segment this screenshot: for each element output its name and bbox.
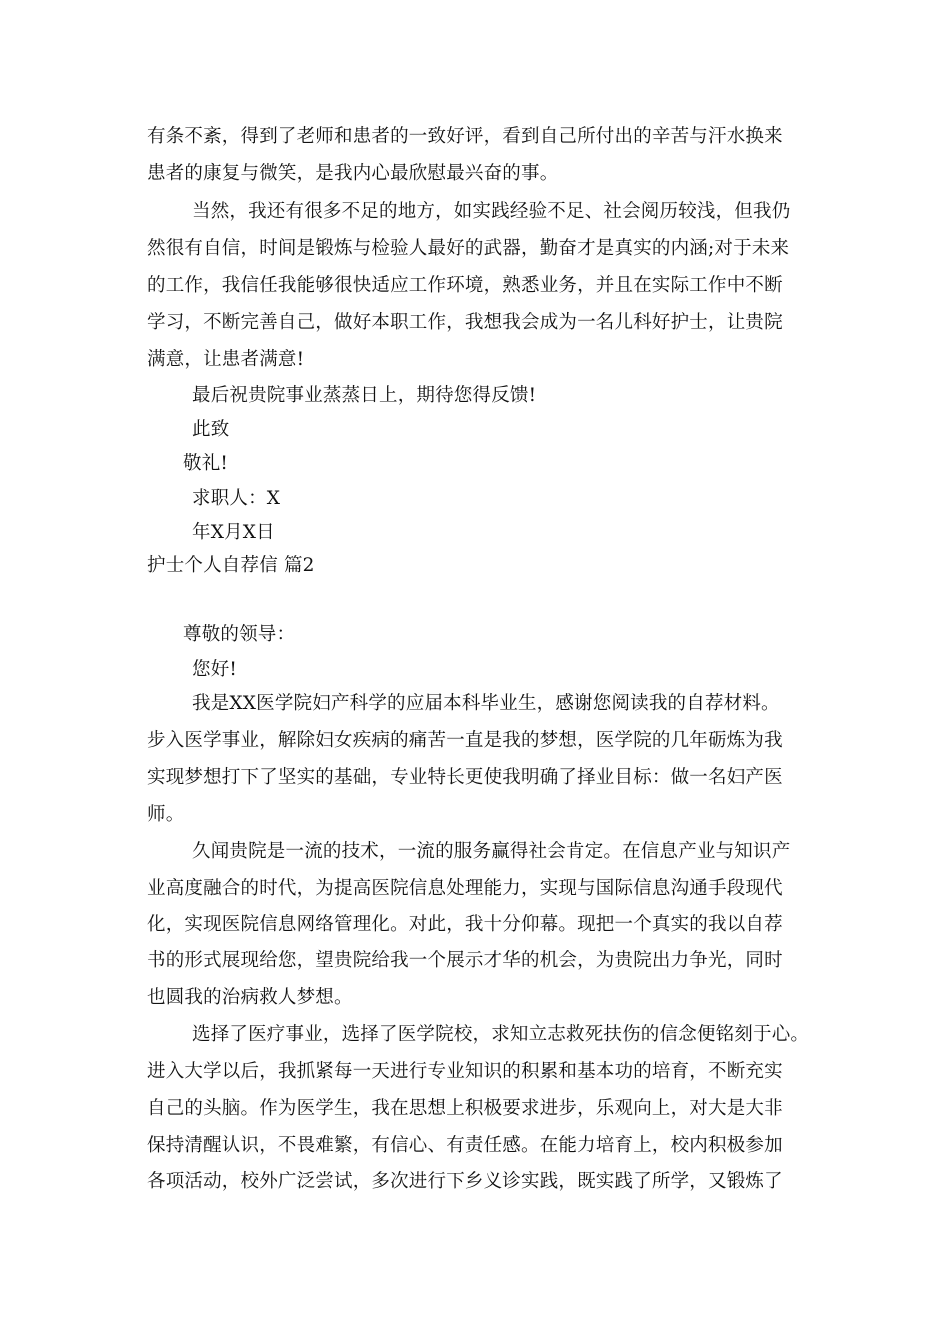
text-line: 选择了医疗事业，选择了医学院校，求知立志救死扶伤的信念便铭刻于心。 (192, 1024, 810, 1045)
text-line: 化，实现医院信息网络管理化。对此，我十分仰幕。现把一个真实的我以自荐 (147, 914, 783, 935)
text-line: 步入医学事业，解除妇女疾病的痛苦一直是我的梦想，医学院的几年砺炼为我 (147, 730, 783, 751)
text-line: 久闻贵院是一流的技术，一流的服务赢得社会肯定。在信息产业与知识产 (192, 841, 791, 862)
text-line: 然很有自信，时间是锻炼与检验人最好的武器，勤奋才是真实的内涵;对于未来 (147, 238, 790, 259)
text-line: 各项活动，校外广泛尝试，多次进行下乡义诊实践，既实践了所学，又锻炼了 (147, 1171, 783, 1192)
text-line: 我是XX医学院妇产科学的应届本科毕业生，感谢您阅读我的自荐材料。 (192, 693, 780, 714)
text-line: 保持清醒认识，不畏难繁，有信心、有责任感。在能力培育上，校内积极参加 (147, 1135, 783, 1156)
text-line: 当然，我还有很多不足的地方，如实践经验不足、社会阅历较浅，但我仍 (192, 201, 791, 222)
section-heading: 护士个人自荐信 篇2 (147, 555, 315, 576)
closing-text: 此致 (192, 419, 230, 440)
text-line: 学习，不断完善自己，做好本职工作，我想我会成为一名儿科好护士，让贵院 (147, 312, 783, 333)
greeting-text: 您好! (192, 659, 238, 680)
text-line: 实现梦想打下了坚实的基础，专业特长更使我明确了择业目标：做一名妇产医 (147, 767, 783, 788)
text-line: 最后祝贵院事业蒸蒸日上，期待您得反馈! (192, 385, 537, 406)
text-line: 的工作，我信任我能够很快适应工作环境，熟悉业务，并且在实际工作中不断 (147, 275, 783, 296)
salutation-text: 敬礼! (183, 453, 229, 474)
text-line: 师。 (147, 804, 185, 825)
text-line: 满意，让患者满意! (147, 349, 305, 370)
greeting-text: 尊敬的领导： (183, 624, 296, 645)
text-line: 有条不紊，得到了老师和患者的一致好评，看到自己所付出的辛苦与汗水换来 (147, 126, 783, 147)
text-line: 进入大学以后，我抓紧每一天进行专业知识的积累和基本功的培育，不断充实 (147, 1061, 783, 1082)
text-line: 业高度融合的时代，为提高医院信息处理能力，实现与国际信息沟通手段现代 (147, 878, 783, 899)
text-line: 自己的头脑。作为医学生，我在思想上积极要求进步，乐观向上，对大是大非 (147, 1098, 783, 1119)
signature-date: 年X月X日 (192, 522, 275, 543)
text-line: 患者的康复与微笑，是我内心最欣慰最兴奋的事。 (147, 163, 559, 184)
signature-name: 求职人：X (192, 488, 281, 509)
text-line: 也圆我的治病救人梦想。 (147, 987, 353, 1008)
text-line: 书的形式展现给您，望贵院给我一个展示才华的机会，为贵院出力争光，同时 (147, 950, 783, 971)
